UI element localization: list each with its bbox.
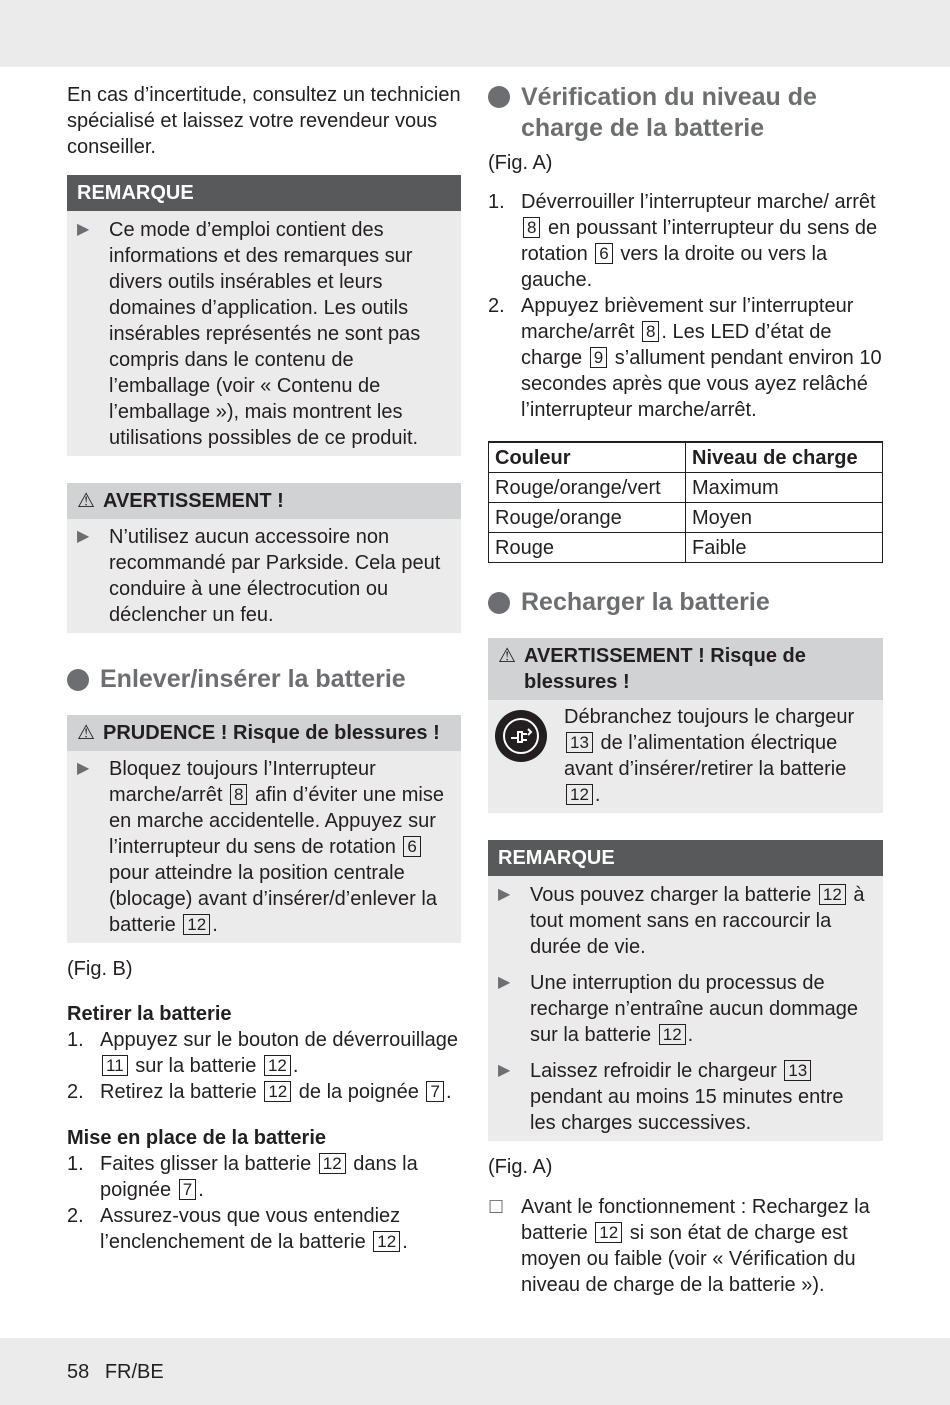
remove-steps <box>67 1027 461 1105</box>
ref-number: 12 <box>566 784 593 805</box>
left-column <box>67 82 461 1255</box>
bullet-triangle-icon: ▶ <box>77 528 90 545</box>
ref-number: 12 <box>183 914 210 935</box>
table-cell: Moyen <box>686 503 883 533</box>
warning-triangle-icon: ⚠ <box>77 722 95 744</box>
list-item: 2. Assurez-vous que vous entendiez l’enclenchement de la batterie 12 . <box>67 1205 408 1253</box>
unplug-charger-icon <box>495 710 547 762</box>
figure-reference: (Fig. B) <box>67 958 133 980</box>
note-box <box>67 175 461 456</box>
table-row <box>489 503 883 533</box>
check-steps <box>488 189 883 423</box>
warning-header <box>67 483 461 519</box>
warning-item-text: Débranchez toujours le chargeur 13 de l’alimentation électrique avant d’insérer/retirer la batterie 12 . <box>564 706 855 806</box>
section-heading <box>67 664 461 695</box>
note-item: ▶ Laissez refroidir le chargeur 13 pendant au moins 15 minutes entre les charges successives. <box>498 1060 844 1134</box>
ref-number: 12 <box>373 1231 400 1252</box>
warning-triangle-icon: ⚠ <box>77 490 95 512</box>
heading-dot-icon <box>488 86 510 108</box>
ref-number: 8 <box>523 217 540 238</box>
section-heading-text: Vérification du niveau de charge de la batterie <box>521 83 817 142</box>
table-cell: Rouge/orange/vert <box>489 473 686 503</box>
bullet-triangle-icon: ▶ <box>77 221 90 238</box>
right-column <box>488 82 883 1298</box>
warning-triangle-icon: ⚠ <box>498 645 516 667</box>
bullet-triangle-icon: ▶ <box>498 886 511 903</box>
ref-number: 12 <box>264 1081 291 1102</box>
ref-number: 11 <box>102 1055 128 1076</box>
list-item: 2. Retirez la batterie 12 de la poignée 7 . <box>67 1081 452 1103</box>
caution-item <box>67 751 461 938</box>
note-item: ▶ Vous pouvez charger la batterie 12 à tout moment sans en raccourcir la durée de vie. <box>498 884 865 958</box>
subheading-remove: Retirer la batterie <box>67 1003 232 1025</box>
locale-code: FR/BE <box>104 1361 164 1383</box>
note-item <box>67 211 461 451</box>
table-cell: Maximum <box>686 473 883 503</box>
section-heading <box>488 587 883 618</box>
bullet-triangle-icon: ▶ <box>498 974 511 991</box>
caution-item-text: Bloquez toujours l’Interrupteur marche/arrêt 8 afin d’éviter une mise en marche accidentelle. Appuyez sur l’interrupteur du sens de rotation 6 pour atteindre la position centrale (blocage) avant d’insérer/d’enlever la batterie 12 . <box>109 758 444 936</box>
list-item: 2. Appuyez brièvement sur l’interrupteur marche/arrêt 8 . Les LED d’état de charge 9 s’allument pendant environ 10 secondes après que vous ayez relâché l’interrupteur marche/arrêt. <box>488 295 882 421</box>
warning-header <box>488 638 883 700</box>
caution-header <box>67 715 461 751</box>
bullet-triangle-icon: ▶ <box>498 1062 511 1079</box>
caution-title: PRUDENCE ! Risque de blessures ! <box>103 722 440 744</box>
subheading-insert: Mise en place de la batterie <box>67 1127 326 1149</box>
note-item: ▶ Une interruption du processus de recharge n’entraîne aucun dommage sur la batterie 12 . <box>498 972 858 1046</box>
ref-number: 8 <box>230 784 247 805</box>
list-item: 1. Faites glisser la batterie 12 dans la poignée 7 . <box>67 1153 418 1201</box>
heading-dot-icon <box>488 592 510 614</box>
caution-box <box>67 715 461 943</box>
top-band <box>0 0 950 67</box>
warning-item-text: N’utilisez aucun accessoire non recommandé par Parkside. Cela peut conduire à une électrocution ou déclencher un feu. <box>109 526 441 626</box>
figure-reference: (Fig. A) <box>488 1156 553 1178</box>
checkbox-square-icon: ☐ <box>488 1197 505 1217</box>
list-item: 1. Appuyez sur le bouton de déverrouillage 11 sur la batterie 12 . <box>67 1029 459 1077</box>
heading-dot-icon <box>67 669 89 691</box>
table-cell: Faible <box>686 533 883 563</box>
table-row <box>489 533 883 563</box>
ref-number: 12 <box>595 1222 622 1243</box>
note-title: REMARQUE <box>67 175 461 211</box>
warning-box <box>488 638 883 813</box>
section-heading <box>488 82 883 144</box>
note-item-text: Ce mode d’emploi contient des informations et des remarques sur divers outils insérables et leurs domaines d’application. Les outils insérables représentés ne sont pas compris dans le contenu de l’emballage (voir « Contenu de l’emballage »), mais montrent les utilisations possibles de ce produit. <box>109 219 421 449</box>
ref-number: 7 <box>179 1179 196 1200</box>
ref-number: 6 <box>595 243 612 264</box>
section-heading-text: Enlever/insérer la batterie <box>100 665 406 693</box>
ref-number: 8 <box>642 321 659 342</box>
ref-number: 13 <box>566 732 593 753</box>
warning-title: AVERTISSEMENT ! <box>103 490 284 512</box>
figure-reference: (Fig. A) <box>488 152 553 174</box>
warning-box <box>67 483 461 633</box>
ref-number: 6 <box>403 836 420 857</box>
checklist-item <box>488 1194 883 1298</box>
note-title: REMARQUE <box>488 840 883 876</box>
list-item: 1. Déverrouiller l’interrupteur marche/ arrêt 8 en poussant l’interrupteur du sens de rotation 6 vers la droite ou vers la gauche. <box>488 191 878 291</box>
ref-number: 12 <box>819 884 846 905</box>
page-number: 58 <box>67 1361 90 1383</box>
warning-item <box>488 700 883 808</box>
section-heading-text: Recharger la batterie <box>521 588 770 616</box>
ref-number: 12 <box>319 1153 346 1174</box>
warning-item <box>67 519 461 628</box>
table-header: Couleur <box>489 442 686 473</box>
page-footer <box>67 1359 174 1385</box>
checklist-item-text: Avant le fonctionnement : Rechargez la batterie 12 si son état de charge est moyen ou faible (voir « Vérification du niveau de charge de la batterie »). <box>521 1196 870 1296</box>
ref-number: 12 <box>659 1024 686 1045</box>
warning-title: AVERTISSEMENT ! Risque de blessures ! <box>524 645 806 693</box>
table-cell: Rouge <box>489 533 686 563</box>
ref-number: 7 <box>426 1081 443 1102</box>
table-row <box>489 473 883 503</box>
bullet-triangle-icon: ▶ <box>77 760 90 777</box>
intro-text: En cas d’incertitude, consultez un technicien spécialisé et laissez votre revendeur vous conseiller. <box>67 84 461 158</box>
insert-steps <box>67 1151 461 1255</box>
ref-number: 12 <box>264 1055 291 1076</box>
charge-level-table <box>488 441 883 563</box>
table-header: Niveau de charge <box>686 442 883 473</box>
note-box <box>488 840 883 1141</box>
ref-number: 13 <box>784 1060 811 1081</box>
table-header-row <box>489 442 883 473</box>
table-cell: Rouge/orange <box>489 503 686 533</box>
ref-number: 9 <box>590 347 607 368</box>
